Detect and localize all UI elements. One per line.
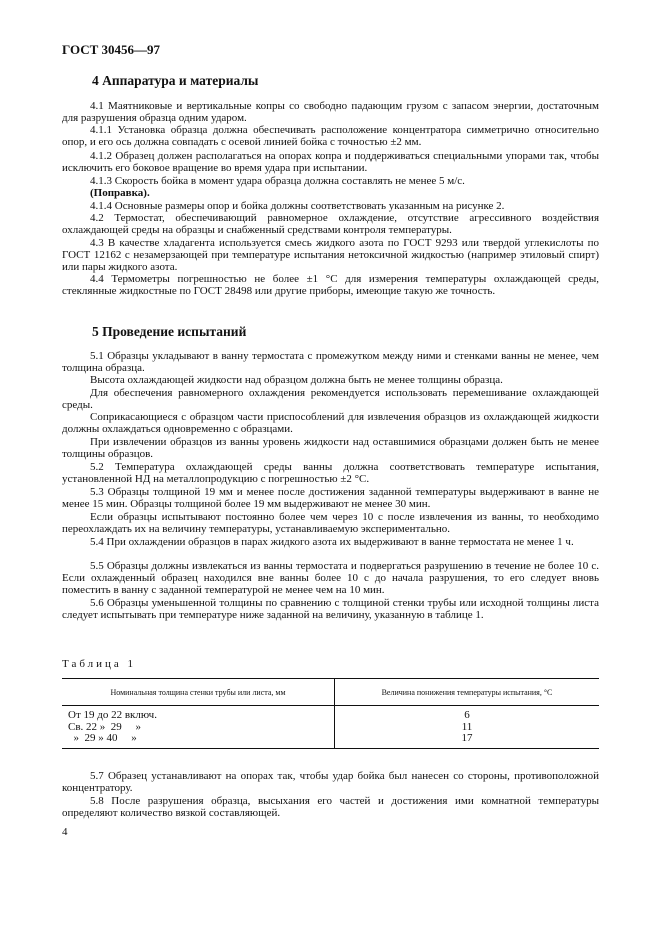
paragraph-5-1-level: При извлечении образцов из ванны уровень жидкости над оставшимися образцами должен быть не менее толщины образцов. (62, 436, 599, 461)
table-caption: Таблица 1 (62, 658, 137, 670)
paragraph-5-1-height: Высота охлаждающей жидкости над образцом должна быть не менее толщины образца. (90, 374, 503, 386)
paragraph-4-1: 4.1 Маятниковые и вертикальные копры со свободно падающим грузом с запасом энергии, достаточным для разрушения образца одним ударом. (62, 100, 599, 125)
amendment-note: (Поправка). (90, 187, 150, 199)
paragraph-5-4: 5.4 При охлаждении образцов в парах жидкого азота их выдерживают в ванне термостата не менее 1 ч. (90, 536, 574, 548)
paragraph-4-4: 4.4 Термометры погрешностью не более ±1 °С для измерения температуры охлаждающей среды, стеклянные жидкостные по ГОСТ 28498 или другие приборы, имеющие такую же точность. (62, 273, 599, 298)
table-cell-thickness: » 29 » 40 » (62, 733, 335, 748)
paragraph-5-1-mixing: Для обеспечения равномерного охлаждения рекомендуется использовать перемешивание охлаждающей среды. (62, 387, 599, 412)
paragraph-5-3-supercool: Если образцы испытывают постоянно более чем через 10 с после извлечения из ванны, то необходимо переохлаждать их на величину температуры, устанавливаемую экспериментально. (62, 511, 599, 536)
paragraph-4-3: 4.3 В качестве хладагента используется смесь жидкого азота по ГОСТ 9293 или твердой углекислоты по ГОСТ 12162 с незамерзающей при температуре испытания нетоксичной жидкостью (например этиловый спирт) или пары жидкого азота. (62, 237, 599, 274)
document-header: ГОСТ 30456—97 (62, 42, 161, 57)
table-cell-temperature: 17 (335, 733, 600, 748)
section-4-title: 4 Аппаратура и материалы (92, 73, 259, 88)
table-header-thickness: Номинальная толщина стенки трубы или листа, мм (62, 679, 335, 706)
paragraph-5-1-tools: Соприкасающиеся с образцом части приспособлений для извлечения образцов из охлаждающей жидкости должны охлаждаться одновременно с образцами. (62, 411, 599, 436)
temperature-reduction-table (62, 678, 599, 749)
table-cell-temperature: 6 (464, 709, 470, 721)
paragraph-5-1: 5.1 Образцы укладывают в ванну термостата с промежутком между ними и стенками ванны не менее, чем толщина образца. (62, 350, 599, 375)
table-header-temperature: Величина понижения температуры испытания, °С (335, 679, 600, 706)
paragraph-5-7: 5.7 Образец устанавливают на опорах так, чтобы удар бойка был нанесен со стороны, противоположной концентратору. (62, 770, 599, 795)
paragraph-4-1-3: 4.1.3 Скорость бойка в момент удара образца должна составлять не менее 5 м/с. (90, 175, 465, 187)
paragraph-5-2: 5.2 Температура охлаждающей среды ванны должна соответствовать температуре испытания, установленной НД на металлопродукцию с погрешностью ±2 °С. (62, 461, 599, 486)
table-row (62, 722, 599, 734)
table-cell-thickness: Св. 22 » 29 » (62, 722, 335, 734)
paragraph-5-3: 5.3 Образцы толщиной 19 мм и менее после достижения заданной температуры выдерживают в ванне не менее 15 мин. Образцы толщиной более 19 мм выдерживают не менее 30 мин. (62, 486, 599, 511)
paragraph-4-1-4: 4.1.4 Основные размеры опор и бойка должны соответствовать указанным на рисунке 2. (90, 200, 505, 212)
table-cell-thickness: От 19 до 22 включ. (62, 706, 335, 722)
paragraph-5-8: 5.8 После разрушения образца, высыхания его частей и достижения ими комнатной температуры определяют количество вязкой составляющей. (62, 795, 599, 820)
table-row (62, 733, 599, 748)
paragraph-4-1-2: 4.1.2 Образец должен располагаться на опорах копра и поддерживаться специальными упорами так, чтобы исключить его боковое вращение во время удара при испытании. (62, 150, 599, 175)
paragraph-4-1-1: 4.1.1 Установка образца должна обеспечивать расположение концентратора симметрично относительно опор, и его ось должна совпадать с осевой линией бойка с точностью ±2 мм. (62, 124, 599, 149)
table-cell-temperature: 11 (461, 720, 473, 733)
paragraph-5-6: 5.6 Образцы уменьшенной толщины по сравнению с толщиной стенки трубы или исходной толщины листа следует испытывать при температуре ниже заданной на величину, указанную в таблице 1. (62, 597, 599, 622)
table-row (62, 706, 599, 722)
paragraph-4-2: 4.2 Термостат, обеспечивающий равномерное охлаждение, отсутствие агрессивного воздействия охлаждающей среды на образцы и снабженный средствами контроля температуры. (62, 212, 599, 237)
section-5-title: 5 Проведение испытаний (92, 324, 247, 339)
paragraph-5-5: 5.5 Образцы должны извлекаться из ванны термостата и подвергаться разрушению в течение не более 10 с. Если охлажденный образец находился вне ванны более 10 с до начала разрушения, то его следует вновь поместить в ванну с заданной температурой не менее чем на 10 мин. (62, 560, 599, 597)
page-number: 4 (62, 826, 68, 838)
